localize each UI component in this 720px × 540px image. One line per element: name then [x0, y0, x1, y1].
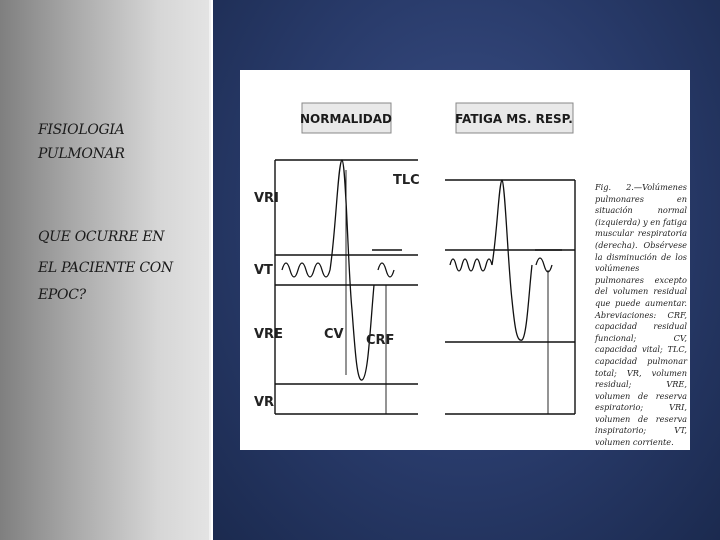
slide-title-line-1: FISIOLOGIA [38, 122, 125, 138]
slide-title-line-2: PULMONAR [38, 146, 125, 162]
cv-label: CV [324, 327, 344, 342]
figure-caption: Fig. 2.—Volúmenes pulmonares en situación normal (izquierda) y en fatiga muscular respiratoria (derecha). Obsérvese la disminución de los volúmenes pulmonares excepto del volumen residual que puede aumentar. Abreviaciones: CRF, capacidad residual funcional; CV, capacidad vital; TLC, capacidad pulmonar total; VR, volumen residual; VRE, volumen de reserva espiratorio; VRI, volumen de reserva inspiratorio; VT, volumen corriente. [595, 182, 687, 448]
tidal-waves-normal [282, 263, 330, 277]
vre-label: VRE [254, 327, 283, 342]
normalidad-graph [275, 160, 418, 414]
vt-label: VT [254, 263, 273, 278]
tidal-waves-fatiga-2 [536, 258, 552, 272]
fatiga-vital-curve [492, 180, 532, 340]
tlc-label: TLC [393, 173, 420, 188]
lung-volumes-figure [240, 70, 690, 450]
crf-label: CRF [366, 333, 395, 348]
vri-label: VRI [254, 191, 279, 206]
panel-divider [209, 0, 211, 540]
tidal-waves-normal-2 [378, 263, 394, 277]
fatiga-graph [445, 180, 575, 414]
fatiga-title: FATIGA MS. RESP. [455, 112, 573, 126]
slide-question-line-3: EPOC? [38, 287, 86, 303]
normalidad-title: NORMALIDAD [299, 112, 393, 126]
left-panel [0, 0, 211, 540]
slide-question-line-1: QUE OCURRE EN [38, 229, 165, 245]
tidal-waves-fatiga [450, 259, 492, 271]
vr-label: VR [254, 395, 275, 410]
slide-question-line-2: EL PACIENTE CON [38, 260, 173, 276]
